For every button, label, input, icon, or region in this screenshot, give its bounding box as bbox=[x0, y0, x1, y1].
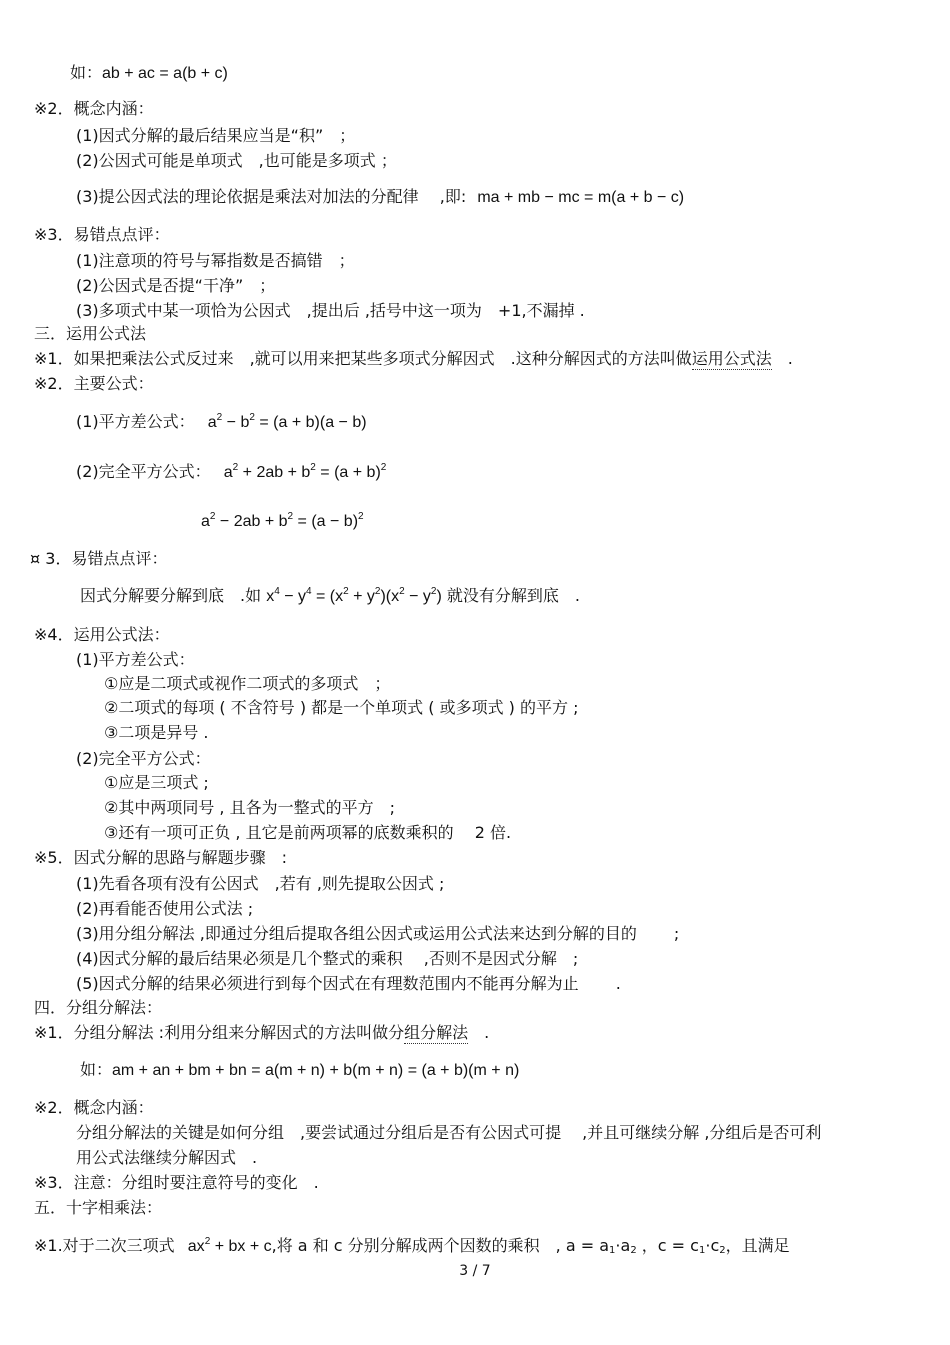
formula: ma + mb − mc = m(a + b − c) bbox=[477, 189, 685, 206]
paragraph: 分组分解法的关键是如何分组 ,要尝试通过分组后是否有公因式可提 ,并且可继续分解 ,分组后是否可利 bbox=[76, 1123, 822, 1142]
list-item: ②其中两项同号 , 且各为一整式的平方 ; bbox=[104, 798, 395, 817]
paragraph bbox=[80, 588, 580, 605]
paragraph bbox=[34, 1025, 489, 1041]
formula: $ax^2$ + bx + c bbox=[187, 1236, 272, 1255]
text: ※1．如果把乘法公式反过来 ,就可以用来把某些多项式分解因式 .这种分解因式的方法叫做 bbox=[34, 349, 692, 368]
paragraph: ※1.对于二次三项式 $ax^2$ + bx + c,将 a 和 c 分别分解成两个因数的乘积 , $a = a_1\cdot a_2$ ，$c = c_1\cdot c_2$，且满足 bbox=[34, 1236, 790, 1256]
term-underlined: 组分解法 bbox=[404, 1023, 469, 1042]
text: ,将 a 和 c 分别分解成两个因数的乘积 , a = a bbox=[271, 1236, 610, 1255]
paragraph: 用公式法继续分解因式 . bbox=[76, 1148, 258, 1167]
label: (2)完全平方公式： bbox=[76, 462, 211, 481]
list-item: (4)因式分解的最后结果必须是几个整式的乘积 ,否则不是因式分解 ; bbox=[76, 949, 579, 968]
text: . bbox=[771, 349, 793, 368]
section-heading: ¤ 3．易错点点评： bbox=[30, 549, 168, 568]
list-item: (3)多项式中某一项恰为公因式 ,提出后 ,括号中这一项为 +1,不漏掉 . bbox=[76, 301, 585, 320]
label: (1)平方差公式： bbox=[76, 412, 195, 431]
term-underlined: 运用公式法 bbox=[691, 349, 772, 368]
formula: $a^2 + 2ab + b^2 = (a + b)^2$ bbox=[223, 462, 387, 481]
text: . bbox=[468, 1023, 490, 1042]
section-heading: ※2．概念内涵： bbox=[34, 1098, 154, 1117]
text: 因式分解要分解到底 .如 bbox=[80, 586, 262, 605]
list-item: ②二项式的每项 ( 不含符号 ) 都是一个单项式 ( 或多项式 ) 的平方 ; bbox=[104, 698, 579, 717]
page-number: 3 / 7 bbox=[459, 1263, 491, 1279]
list-item: (1)先看各项有没有公因式 ,若有 ,则先提取公因式 ; bbox=[76, 874, 445, 893]
list-item: (1)因式分解的最后结果应当是“积” ； bbox=[76, 126, 356, 145]
chapter-heading: 三．运用公式法 bbox=[34, 324, 147, 343]
text: ，c = c bbox=[641, 1236, 699, 1255]
text: (3)提公因式法的理论依据是乘法对加法的分配律 ,即: bbox=[76, 187, 467, 206]
list-item: ①应是三项式 ; bbox=[104, 773, 209, 792]
formula: $x^4 - y^4 = (x^2 + y^2)(x^2 - y^2)$ bbox=[266, 586, 442, 605]
section-heading: ※4．运用公式法： bbox=[34, 625, 170, 644]
section-heading: ※2．概念内涵： bbox=[34, 99, 154, 118]
text: ※1．分组分解法 :利用分组来分解因式的方法叫做分 bbox=[34, 1023, 405, 1042]
example-factoring: 如：ab + ac = a(b + c) bbox=[70, 65, 228, 82]
list-item: (2)公因式是否提“干净” ； bbox=[76, 276, 276, 295]
text: ※1.对于二次三项式 bbox=[34, 1236, 175, 1255]
list-item: (2)公因式可能是单项式 ,也可能是多项式 ； bbox=[76, 151, 397, 170]
text: 就没有分解到底 . bbox=[446, 586, 580, 605]
section-heading: ※2．主要公式： bbox=[34, 374, 154, 393]
formula-line bbox=[76, 414, 367, 431]
list-item bbox=[76, 189, 684, 206]
text: ，且满足 bbox=[725, 1236, 790, 1255]
section-heading: ※5．因式分解的思路与解题步骤 : bbox=[34, 848, 287, 867]
list-item: (1)平方差公式： bbox=[76, 650, 195, 669]
example-grouping: 如：am + an + bm + bn = a(m + n) + b(m + n) = (a + b)(m + n) bbox=[80, 1062, 520, 1079]
chapter-heading: 五．十字相乘法： bbox=[34, 1198, 163, 1217]
formula: $a^2 - 2ab + b^2 = (a - b)^2$ bbox=[201, 511, 364, 530]
chapter-heading: 四．分组分解法： bbox=[34, 998, 163, 1017]
section-heading: ※3．注意：分组时要注意符号的变化 . bbox=[34, 1173, 319, 1192]
list-item: (2)完全平方公式： bbox=[76, 749, 211, 768]
paragraph bbox=[34, 351, 793, 367]
list-item: (3)用分组分解法 ,即通过分组后提取各组公因式或运用公式法来达到分解的目的 ; bbox=[76, 924, 680, 943]
section-heading: ※3．易错点点评： bbox=[34, 225, 170, 244]
formula-line bbox=[76, 464, 386, 481]
list-item: (5)因式分解的结果必须进行到每个因式在有理数范围内不能再分解为止 . bbox=[76, 974, 621, 993]
list-item: ①应是二项式或视作二项式的多项式 ； bbox=[104, 674, 391, 693]
formula: $a^2 - b^2 = (a + b)(a - b)$ bbox=[207, 412, 367, 431]
list-item: ③还有一项可正负 , 且它是前两项幂的底数乘积的 2 倍. bbox=[104, 823, 512, 842]
list-item: ③二项是异号 . bbox=[104, 723, 209, 742]
list-item: (1)注意项的符号与幂指数是否搞错 ； bbox=[76, 251, 355, 270]
list-item: (2)再看能否使用公式法 ; bbox=[76, 899, 254, 918]
